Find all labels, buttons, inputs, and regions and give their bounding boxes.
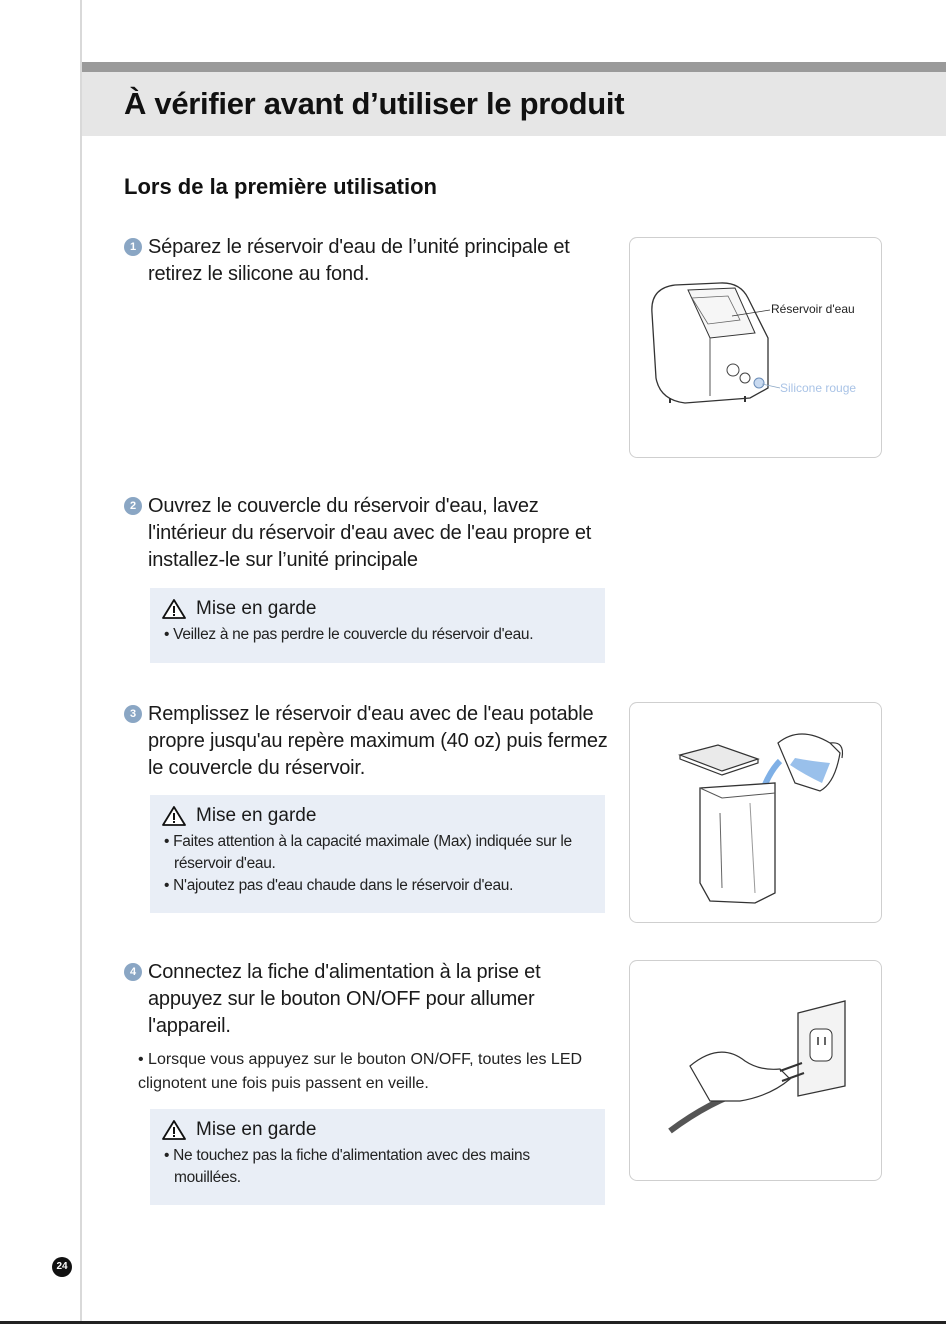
warning-icon [162,806,186,826]
page-title: À vérifier avant d’utiliser le produit [124,86,625,121]
caution-header [162,598,593,620]
fill-tank-illustration [630,703,882,923]
page-number: 24 [52,1257,72,1277]
caution-title: Mise en garde [196,805,317,826]
caution-line: • Veillez à ne pas perdre le couvercle du réservoir d'eau. [164,626,534,643]
caution-title: Mise en garde [196,1119,317,1140]
figure-tank-removal [629,237,882,458]
label-water-tank: Réservoir d'eau [771,302,855,316]
caution-line: • Ne touchez pas la fiche d'alimentation avec des mains mouillées. [164,1147,530,1186]
step-number: 3 [124,705,142,723]
label-red-silicone: Silicone rouge [780,381,857,395]
step-text: Séparez le réservoir d'eau de l’unité principale et retirez le silicone au fond. [148,236,570,285]
step-number: 4 [124,963,142,981]
caution-box-3 [150,1109,605,1205]
left-margin-rule [80,0,82,1324]
step-text: Connectez la fiche d'alimentation à la prise et appuyez sur le bouton ON/OFF pour allumer l'appareil. [148,961,541,1037]
caution-box-2 [150,795,605,913]
step-2 [124,493,614,574]
caution-line: • Faites attention à la capacité maximale (Max) indiquée sur le réservoir d'eau. [164,833,572,872]
figure-plug-in [629,960,882,1181]
step-4 [124,959,614,1096]
caution-header [162,1119,593,1141]
step-bullet: • Lorsque vous appuyez sur le bouton ON/OFF, toutes les LED clignotent une fois puis passent en veille. [138,1051,583,1092]
step-1 [124,234,614,288]
caution-box-1 [150,588,605,663]
step-text: Ouvrez le couvercle du réservoir d'eau, lavez l'intérieur du réservoir d'eau avec de l'eau propre et installez-le sur l’unité principale [148,495,592,571]
step-text: Remplissez le réservoir d'eau avec de l'eau potable propre jusqu'au repère maximum (40 oz) puis fermez le couvercle du réservoir. [148,703,608,779]
caution-line: • N'ajoutez pas d'eau chaude dans le réservoir d'eau. [164,877,514,894]
step-number: 1 [124,238,142,256]
plug-illustration [630,961,882,1181]
header-top-bar [82,62,946,72]
caution-title: Mise en garde [196,598,317,619]
section-title: Lors de la première utilisation [124,174,437,199]
caution-header [162,805,593,827]
warning-icon [162,1120,186,1140]
warning-icon [162,599,186,619]
step-number: 2 [124,497,142,515]
humidifier-illustration [630,238,882,458]
figure-fill-tank [629,702,882,923]
step-3 [124,701,614,782]
